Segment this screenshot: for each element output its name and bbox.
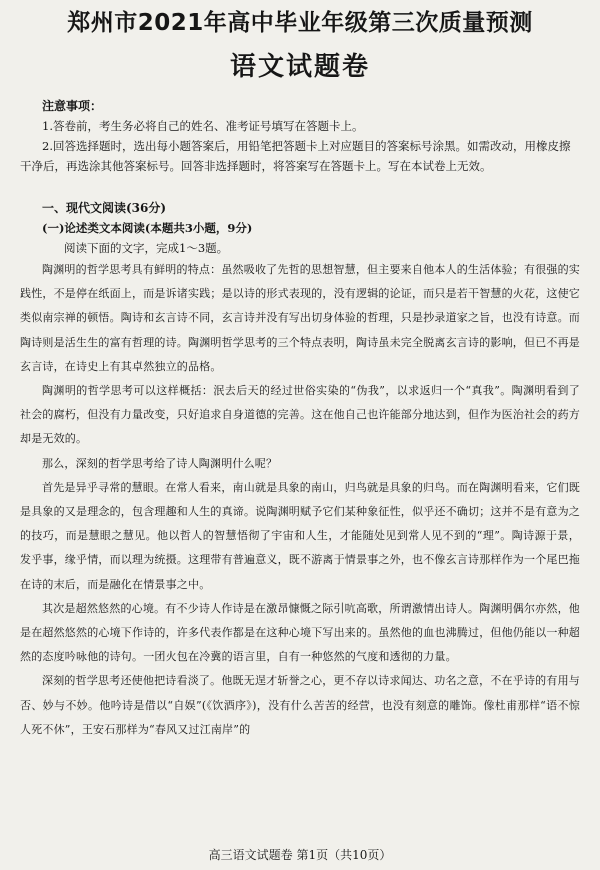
subsection-heading: (一)论述类文本阅读(本题共3小题，9分) — [42, 221, 253, 235]
passage-paragraph: 那么，深刻的哲学思考给了诗人陶渊明什么呢？ — [42, 456, 278, 470]
notice-item: 1.答卷前，考生务必将自己的姓名、准考证号填写在答题卡上。 — [42, 119, 364, 133]
reading-instruction: 阅读下面的文字，完成1～3题。 — [64, 241, 229, 255]
section-heading: 一、现代文阅读(36分) — [42, 201, 167, 215]
exam-subtitle: 语文试题卷 — [229, 52, 370, 82]
passage-paragraph: 其次是超然悠然的心境。有不少诗人作诗是在激昂慷慨之际引吭高歌，所谓激情出诗人。陶渊明偶尔亦然，他是在超然悠然的心境下作诗的，许多代表作都是在这种心境下写出来的。虽然他的血也沸腾过，但他仍能以一种超然的态度吟咏他的诗句。一团火包在冷冀的语言里，自有一种悠然的气度和透彻的力量。 — [20, 601, 580, 664]
reading-passage — [20, 258, 580, 742]
notice-heading: 注意事项： — [42, 99, 103, 113]
passage-paragraph: 深刻的哲学思考还使他把诗看淡了。他既无逞才斩誉之心，更不存以诗求闻达、功名之意，不在乎诗的有用与否、妙与不妙。他吟诗是借以“自娱”(《饮酒序》)，没有什么苦苦的经营，也没有刻意的雕饰。像杜甫那样“语不惊人死不休”，王安石那样为“春风又过江南岸”的 — [20, 674, 580, 736]
passage-paragraph: 陶渊明的哲学思考具有鲜明的特点：虽然吸收了先哲的思想智慧，但主要来自他本人的生活体验；有很强的实践性，不是停在纸面上，而是诉诸实践；是以诗的形式表现的，没有逻辑的论证，而只是若干智慧的火花，这使它类似南宗禅的顿悟。陶诗和玄言诗不同，玄言诗并没有写出切身体验的哲理，只是抄录道家之旨，也没有诗意。而陶诗则是活生生的富有哲理的诗。陶渊明哲学思考的三个特点表明，陶诗虽未完全脱离玄言诗的影响，但已不再是玄言诗，在诗史上有其卓然独立的品格。 — [20, 263, 580, 373]
exam-title: 郑州市2021年高中毕业年级第三次质量预测 — [67, 10, 533, 36]
page-footer: 高三语文试题卷 第1页（共10页） — [208, 848, 392, 862]
passage-paragraph: 陶渊明的哲学思考可以这样概括：泯去后天的经过世俗实染的“伪我”，以求返归一个“真我”。陶渊明看到了社会的腐朽，但没有力量改变，只好追求自身道德的完善。这在他自己也许能部分地达到，但作为医治社会的药方却是无效的。 — [20, 384, 580, 446]
notice-item: 2.回答选择题时，选出每小题答案后，用铅笔把答题卡上对应题目的答案标号涂黑。如需改动，用橡皮擦干净后，再选涂其他答案标号。回答非选择题时，将答案写在答题卡上。写在本试卷上无效。 — [20, 139, 571, 173]
notice-list — [20, 116, 580, 176]
passage-paragraph: 首先是异乎寻常的慧眼。在常人看来，南山就是具象的南山，归鸟就是具象的归鸟。而在陶渊明看来，它们既是具象的又是理念的，包含理趣和人生的真谛。说陶渊明赋予它们某种象征性，似乎还不确切；这并不是有意为之的技巧，而是慧眼之慧见。他以哲人的智慧悟彻了宇宙和人生，才能随处见到常人见不到的“理”。陶诗源于景，发乎事，缘乎情，而以理为统摄。这理带有普遍意义，既不游离于情景事之外，也不像玄言诗那样作为一个尾巴拖在诗的末后，而是融化在情景事之中。 — [20, 480, 580, 591]
